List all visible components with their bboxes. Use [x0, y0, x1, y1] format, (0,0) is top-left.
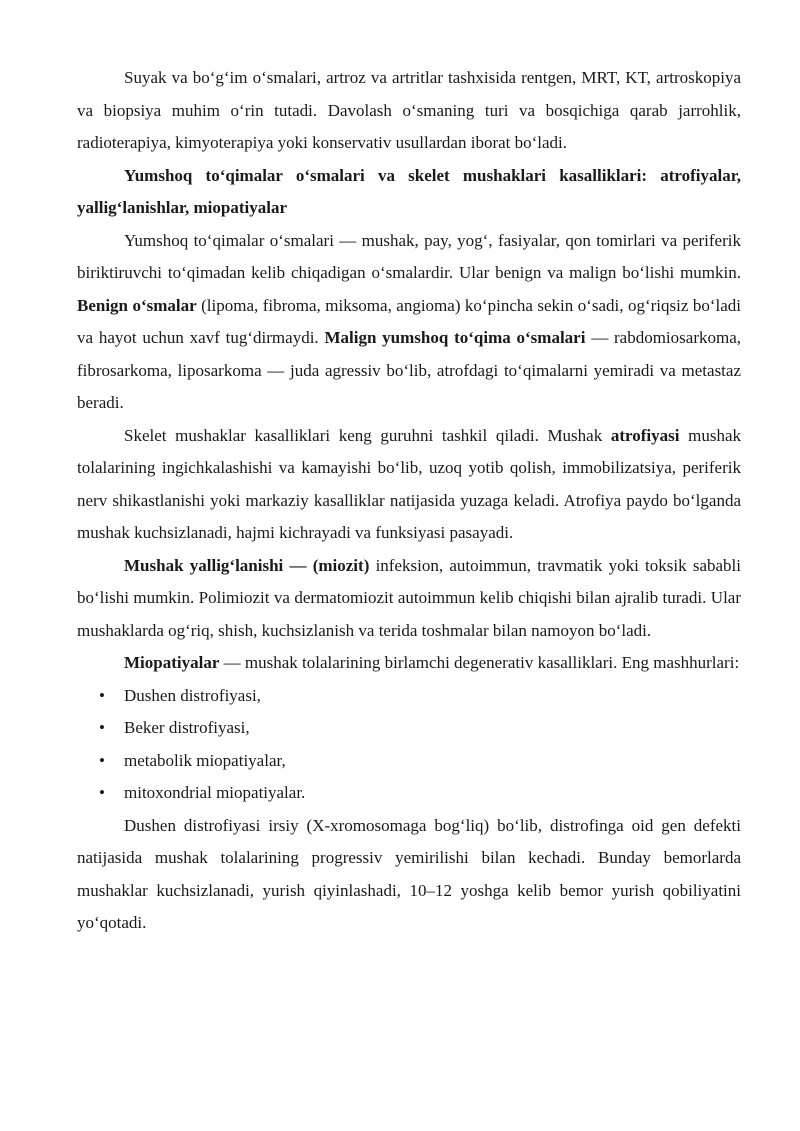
text-span: Yumshoq to‘qimalar o‘smalari — mushak, pay, yog‘, fasiyalar, qon tomirlari va periferik biriktiruvchi to‘qimadan kelib chiqadigan o‘smalardir. Ular benign va malign bo‘lishi mumkin. — [77, 230, 741, 282]
text-span: infeksion, autoimmun, travmatik yoki toksik sababli bo‘lishi mumkin. Polimiozit va dermatomiozit autoimmun kelib chiqishi bilan ajralib turadi. Ular mushaklarda og‘riq, shish, kuchsizlanish va terida toshmalar bilan namoyon bo‘ladi. — [77, 555, 741, 640]
list-item-text: mitoxondrial miopatiyalar. — [124, 783, 306, 802]
text-span: mushak tolalarining ingichkalashishi va kamayishi bo‘lib, uzoq yotib qolish, immobilizatsiya, periferik nerv shikastlanishi yoki markaziy kasalliklar natijasida yuzaga keladi. Atrofiya paydo bo‘lganda mushak kuchsizlanadi, hajmi kichrayadi va funksiyasi pasayadi. — [77, 425, 741, 542]
list-item-text: metabolik miopatiyalar, — [124, 750, 286, 770]
list-item — [77, 745, 741, 778]
bold-term-benign: Benign o‘smalar — [77, 295, 197, 315]
bold-term-myositis: Mushak yallig‘lanishi — (miozit) — [124, 555, 370, 575]
bullet-icon: • — [99, 750, 105, 770]
text-span: — mushak tolalarining birlamchi degenerativ kasalliklari. Eng mashhurlari: — [219, 653, 740, 672]
list-item — [77, 680, 741, 713]
bullet-icon: • — [99, 685, 105, 705]
heading-text: Yumshoq to‘qimalar o‘smalari va skelet mushaklari kasalliklari: atrofiyalar, yallig‘lanishlar, miopatiyalar — [77, 165, 741, 217]
bold-term-malign: Malign yumshoq to‘qima o‘smalari — [324, 328, 586, 347]
paragraph-myositis — [77, 550, 741, 648]
text-span: Skelet mushaklar kasalliklari keng guruhni tashkil qiladi. Mushak — [124, 425, 611, 445]
text-span: (lipoma, fibroma, miksoma, angioma) ko‘pincha sekin o‘sadi, og‘riqsiz bo‘ladi va hayot uchun xavf tug‘dirmaydi. — [77, 295, 741, 347]
list-item-text: Dushen distrofiyasi, — [124, 685, 261, 705]
bold-term-atrophy: atrofiyasi — [610, 425, 680, 445]
section-heading — [77, 160, 741, 225]
list-item — [77, 712, 741, 745]
paragraph-atrophy — [77, 420, 741, 550]
list-item-text: Beker distrofiyasi, — [124, 718, 250, 737]
bold-term-myopathies: Miopatiyalar — [124, 653, 220, 672]
bullet-icon: • — [99, 783, 105, 802]
document-page — [77, 62, 741, 940]
paragraph-duchenne: Dushen distrofiyasi irsiy (X-xromosomaga bog‘liq) bo‘lib, distrofinga oid gen defekti natijasida mushak tolalarining progressiv yemirilishi bilan kechadi. Bunday bemorlarda mushaklar kuchsizlanadi, yurish qiyinlashadi, 10–12 yoshga kelib bemor yurish qobiliyatini yo‘qotadi. — [77, 815, 741, 932]
text-span: — rabdomiosarkoma, fibrosarkoma, liposarkoma — juda agressiv bo‘lib, atrofdagi to‘qimalarni yemiradi va metastaz beradi. — [77, 328, 741, 412]
paragraph-diagnosis: Suyak va bo‘g‘im o‘smalari, artroz va artritlar tashxisida rentgen, MRT, KT, artroskopiya va biopsiya muhim o‘rin tutadi. Davolash o‘smaning turi va bosqichiga qarab jarrohlik, radioterapiya, kimyoterapiya yoki konservativ usullardan iborat bo‘ladi. — [77, 68, 741, 152]
myopathy-list — [77, 680, 741, 810]
bullet-icon: • — [99, 718, 105, 737]
paragraph-myopathies — [77, 647, 741, 680]
paragraph-soft-tissue-tumors — [77, 225, 741, 420]
list-item — [77, 777, 741, 810]
